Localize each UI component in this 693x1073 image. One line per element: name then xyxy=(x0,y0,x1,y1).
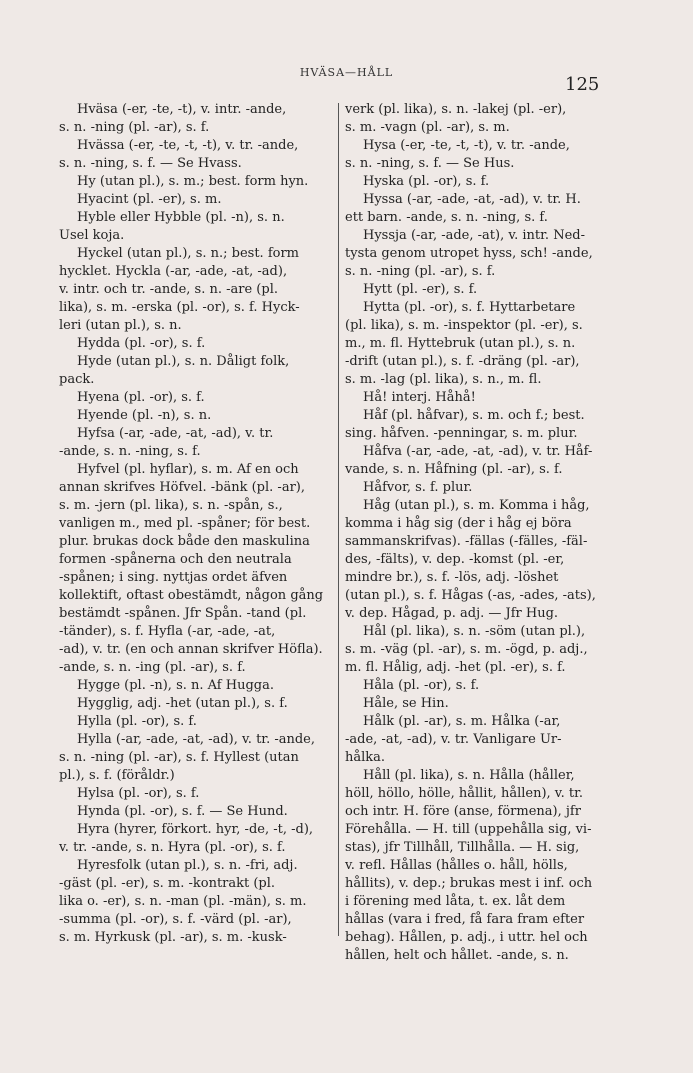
left-column xyxy=(59,101,333,947)
entry-line: leri (utan pl.), s. n. xyxy=(59,318,182,333)
entry-line: Förehålla. — H. till (uppehålla sig, vi- xyxy=(345,822,592,837)
entry-line: Hvässa (-er, -te, -t, -t), v. tr. -ande, xyxy=(77,138,299,153)
entry-line: hållen, helt och hållet. -ande, s. n. xyxy=(345,948,569,963)
entry-line: behag). Hållen, p. adj., i uttr. hel och xyxy=(345,930,588,945)
entry-line: m., m. fl. Hyttebruk (utan pl.), s. n. xyxy=(345,336,576,351)
entry-line: Hyska (pl. -or), s. f. xyxy=(363,174,490,189)
entry-line: bestämdt -spånen. Jfr Spån. -tand (pl. xyxy=(59,606,307,621)
page-number: 125 xyxy=(565,74,600,95)
entry-line: Håfva (-ar, -ade, -at, -ad), v. tr. Håf- xyxy=(363,444,593,459)
entry-line: mindre br.), s. f. -lös, adj. -löshet xyxy=(345,570,559,585)
entry-line: Hyfsa (-ar, -ade, -at, -ad), v. tr. xyxy=(77,426,274,441)
entry-line: hålka. xyxy=(345,750,386,765)
entry-line: v. intr. och tr. -ande, s. n. -are (pl. xyxy=(59,282,278,297)
entry-line: Hyde (utan pl.), s. n. Dåligt folk, xyxy=(77,354,290,369)
entry-line: -ade, -at, -ad), v. tr. Vanligare Ur- xyxy=(345,732,562,747)
entry-line: Hytta (pl. -or), s. f. Hyttarbetare xyxy=(363,300,576,315)
entry-line: Hydda (pl. -or), s. f. xyxy=(77,336,206,351)
entry-line: v. tr. -ande, s. n. Hyra (pl. -or), s. f. xyxy=(59,840,286,855)
entry-line: (utan pl.), s. f. Hågas (-as, -ades, -ats), xyxy=(345,588,596,603)
entry-line: s. n. -ning (pl. -ar), s. f. xyxy=(345,264,496,279)
entry-line: s. n. -ning (pl. -ar), s. f. Hyllest (utan xyxy=(59,750,299,765)
entry-line: Hygge (pl. -n), s. n. Af Hugga. xyxy=(77,678,274,693)
entry-line: -spånen; i sing. nyttjas ordet äfven xyxy=(59,570,288,585)
entry-line: Hyende (pl. -n), s. n. xyxy=(77,408,212,423)
entry-line: Hynda (pl. -or), s. f. — Se Hund. xyxy=(77,804,288,819)
entry-line: annan skrifves Höfvel. -bänk (pl. -ar), xyxy=(59,480,305,495)
entry-line: Håg (utan pl.), s. m. Komma i håg, xyxy=(363,498,590,513)
entry-line: s. m. -lag (pl. lika), s. n., m. fl. xyxy=(345,372,542,387)
entry-line: ett barn. -ande, s. n. -ning, s. f. xyxy=(345,210,548,225)
entry-line: -tänder), s. f. Hyfla (-ar, -ade, -at, xyxy=(59,624,276,639)
entry-line: hycklet. Hyckla (-ar, -ade, -at, -ad), xyxy=(59,264,288,279)
entry-line: hållits), v. dep.; brukas mest i inf. och xyxy=(345,876,593,891)
entry-line: vanligen m., med pl. -spåner; för best. xyxy=(59,516,311,531)
entry-line: höll, höllo, hölle, hållit, hållen), v. tr. xyxy=(345,786,583,801)
entry-line: komma i håg sig (der i håg ej böra xyxy=(345,516,572,531)
entry-line: -ad), v. tr. (en och annan skrifver Höfla). xyxy=(59,642,323,657)
entry-line: Hyssja (-ar, -ade, -at), v. intr. Ned- xyxy=(363,228,585,243)
entry-line: -ande, s. n. -ning, s. f. xyxy=(59,444,201,459)
entry-line: lika o. -er), s. n. -man (pl. -män), s. m. xyxy=(59,894,307,909)
entry-line: pl.), s. f. (föråldr.) xyxy=(59,768,175,783)
entry-line: vande, s. n. Håfning (pl. -ar), s. f. xyxy=(345,462,563,477)
entry-line: Hytt (pl. -er), s. f. xyxy=(363,282,478,297)
entry-line: Hyena (pl. -or), s. f. xyxy=(77,390,205,405)
entry-line: i förening med låta, t. ex. låt dem xyxy=(345,894,566,909)
entry-line: s. m. -jern (pl. lika), s. n. -spån, s., xyxy=(59,498,283,513)
entry-line: Hylla (pl. -or), s. f. xyxy=(77,714,197,729)
entry-line: Hy (utan pl.), s. m.; best. form hyn. xyxy=(77,174,309,189)
entry-line: s. n. -ning, s. f. — Se Hvass. xyxy=(59,156,242,171)
entry-line: s. n. -ning (pl. -ar), s. f. xyxy=(59,120,210,135)
entry-line: s. m. -vagn (pl. -ar), s. m. xyxy=(345,120,510,135)
entry-line: Hysa (-er, -te, -t, -t), v. tr. -ande, xyxy=(363,138,570,153)
entry-line: lika), s. m. -erska (pl. -or), s. f. Hyck- xyxy=(59,300,300,315)
entry-line: (pl. lika), s. m. -inspektor (pl. -er), s. xyxy=(345,318,583,333)
entry-line: Hyresfolk (utan pl.), s. n. -fri, adj. xyxy=(77,858,298,873)
entry-line: -ande, s. n. -ing (pl. -ar), s. f. xyxy=(59,660,246,675)
entry-line: Hyra (hyrer, förkort. hyr, -de, -t, -d), xyxy=(77,822,314,837)
entry-line: s. m. Hyrkusk (pl. -ar), s. m. -kusk- xyxy=(59,930,287,945)
entry-line: pack. xyxy=(59,372,95,387)
entry-line: sammanskrifvas). -fällas (-fälles, -fäl- xyxy=(345,534,588,549)
entry-line: Håfvor, s. f. plur. xyxy=(363,480,473,495)
entry-line: och intr. H. före (anse, förmena), jfr xyxy=(345,804,581,819)
entry-line: stas), jfr Tillhåll, Tillhålla. — H. sig, xyxy=(345,840,580,855)
entry-line: Usel koja. xyxy=(59,228,125,243)
entry-line: Håla (pl. -or), s. f. xyxy=(363,678,480,693)
entry-line: Hå! interj. Håhå! xyxy=(363,390,476,405)
entry-line: des, -fälts), v. dep. -komst (pl. -er, xyxy=(345,552,565,567)
entry-line: s. m. -väg (pl. -ar), s. m. -ögd, p. adj., xyxy=(345,642,588,657)
entry-line: Håle, se Hin. xyxy=(363,696,449,711)
entry-line: Hyacint (pl. -er), s. m. xyxy=(77,192,222,207)
entry-line: v. refl. Hållas (hålles o. håll, hölls, xyxy=(345,858,568,873)
entry-line: tysta genom utropet hyss, sch! -ande, xyxy=(345,246,593,261)
entry-line: -drift (utan pl.), s. f. -dräng (pl. -ar), xyxy=(345,354,580,369)
entry-line: Hväsa (-er, -te, -t), v. intr. -ande, xyxy=(77,102,287,117)
entry-line: -summa (pl. -or), s. f. -värd (pl. -ar), xyxy=(59,912,292,927)
entry-line: Hål (pl. lika), s. n. -söm (utan pl.), xyxy=(363,624,586,639)
entry-line: Hygglig, adj. -het (utan pl.), s. f. xyxy=(77,696,288,711)
entry-line: -gäst (pl. -er), s. m. -kontrakt (pl. xyxy=(59,876,276,891)
entry-line: Hyfvel (pl. hyflar), s. m. Af en och xyxy=(77,462,299,477)
entry-line: m. fl. Hålig, adj. -het (pl. -er), s. f. xyxy=(345,660,566,675)
entry-line: Hylla (-ar, -ade, -at, -ad), v. tr. -ande, xyxy=(77,732,316,747)
entry-line: plur. brukas dock både den maskulina xyxy=(59,534,310,549)
entry-line: Hyssa (-ar, -ade, -at, -ad), v. tr. H. xyxy=(363,192,581,207)
entry-line: formen -spånerna och den neutrala xyxy=(59,552,292,567)
entry-line: kollektift, oftast obestämdt, någon gång xyxy=(59,588,324,603)
entry-line: Hålk (pl. -ar), s. m. Hålka (-ar, xyxy=(363,714,561,729)
entry-line: verk (pl. lika), s. n. -lakej (pl. -er), xyxy=(345,102,567,117)
entry-line: hållas (vara i fred, få fara fram efter xyxy=(345,912,585,927)
entry-line: sing. håfven. -penningar, s. m. plur. xyxy=(345,426,578,441)
entry-line: Hylsa (pl. -or), s. f. xyxy=(77,786,200,801)
column-divider xyxy=(338,103,339,936)
entry-line: s. n. -ning, s. f. — Se Hus. xyxy=(345,156,515,171)
entry-line: Håf (pl. håfvar), s. m. och f.; best. xyxy=(363,408,585,423)
entry-line: Håll (pl. lika), s. n. Hålla (håller, xyxy=(363,768,575,783)
entry-line: v. dep. Hågad, p. adj. — Jfr Hug. xyxy=(345,606,559,621)
right-column xyxy=(345,101,611,965)
running-head: HVÄSA—HÅLL xyxy=(299,66,394,79)
entry-line: Hyckel (utan pl.), s. n.; best. form xyxy=(77,246,300,261)
entry-line: Hyble eller Hybble (pl. -n), s. n. xyxy=(77,210,285,225)
